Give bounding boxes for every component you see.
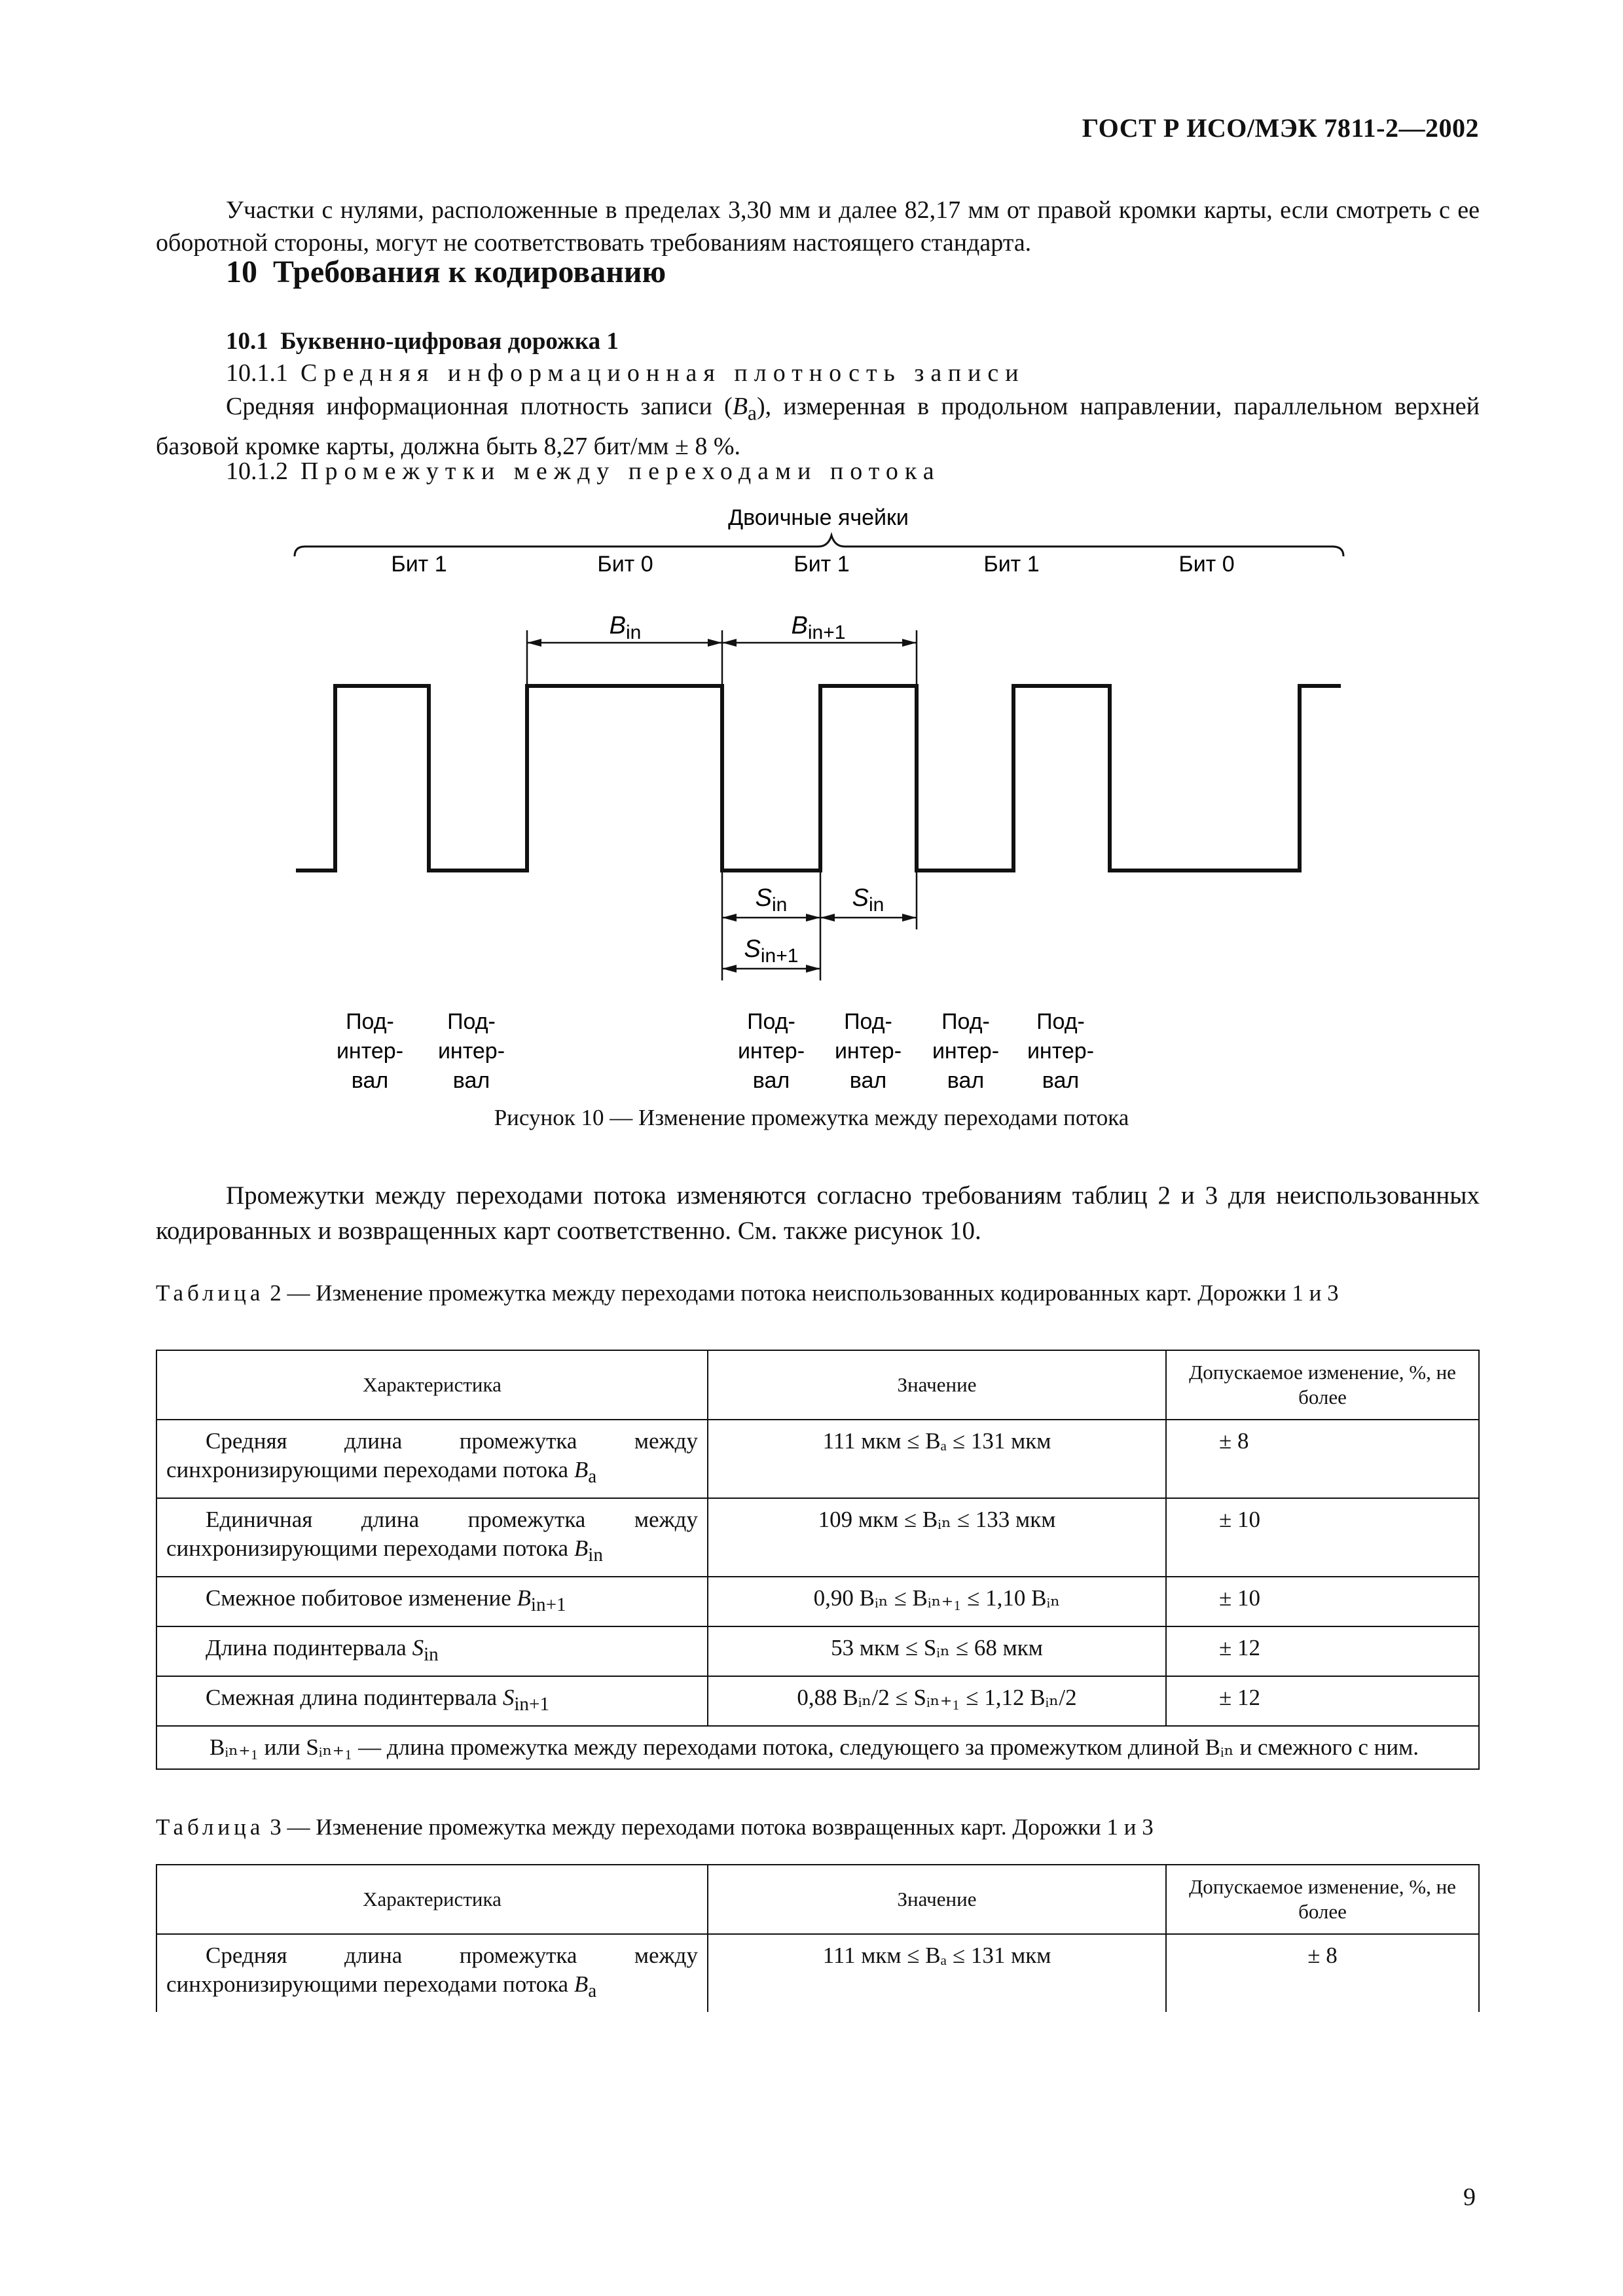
subsection-number: 10.1 xyxy=(226,328,268,355)
svg-text:Под-: Под- xyxy=(941,1009,990,1034)
symbol: B xyxy=(517,1585,531,1611)
column-header: Значение xyxy=(708,1865,1166,1934)
figure-caption: Рисунок 10 — Изменение промежутка между переходами потока xyxy=(494,1105,1129,1130)
subscript: in xyxy=(588,1545,603,1566)
symbol: S xyxy=(412,1635,424,1660)
svg-text:интер-: интер- xyxy=(932,1039,1000,1064)
value-cell: 0,88 Bᵢₙ/2 ≤ Sᵢₙ₊₁ ≤ 1,12 Bᵢₙ/2 xyxy=(708,1676,1166,1726)
clause-title: Промежутки между переходами потока xyxy=(301,457,941,485)
subinterval-label xyxy=(1027,1009,1094,1093)
b-in-label: $B_{in}$ xyxy=(609,612,642,643)
value-cell: 111 мкм ≤ Bₐ ≤ 131 мкм xyxy=(708,1934,1166,2012)
subinterval-label xyxy=(337,1009,403,1093)
subinterval-label xyxy=(835,1009,902,1093)
svg-text:вал: вал xyxy=(752,1068,790,1093)
tolerance-cell: ± 12 xyxy=(1166,1676,1479,1726)
column-header: Допускаемое изменение, %, не более xyxy=(1166,1865,1479,1934)
section-number: 10 xyxy=(226,255,257,289)
characteristic-text: Смежная длина подинтервала xyxy=(206,1685,498,1710)
svg-text:вал: вал xyxy=(849,1068,887,1093)
subscript: in+1 xyxy=(514,1694,550,1715)
table-header-row xyxy=(156,1865,1479,1934)
subinterval-label xyxy=(438,1009,505,1093)
bit-label: Бит 1 xyxy=(793,552,850,577)
table-label: Таблица xyxy=(156,1814,264,1840)
value-cell: 111 мкм ≤ Bₐ ≤ 131 мкм xyxy=(708,1420,1166,1498)
figure-10 xyxy=(0,0,1623,1113)
svg-text:интер-: интер- xyxy=(834,1039,902,1064)
table-caption-text: 3 — Изменение промежутка между переходами потока возвращенных карт. Дорожки 1 и 3 xyxy=(264,1814,1154,1840)
table-note: Bᵢₙ₊₁ или Sᵢₙ₊₁ — длина промежутка между переходами потока, следующего за промежутком длиной Bᵢₙ и смежного с ним. xyxy=(156,1726,1479,1769)
column-header: Значение xyxy=(708,1350,1166,1420)
characteristic-text: Единичная длина промежутка между синхронизирующими переходами потока xyxy=(166,1507,698,1561)
s-in-label: $S_{in}$ xyxy=(852,884,884,916)
bit-label: Бит 0 xyxy=(1178,552,1235,577)
characteristic-text: Средняя длина промежутка между синхронизирующими переходами потока xyxy=(166,1428,698,1482)
bit-label: Бит 0 xyxy=(597,552,653,577)
symbol: B xyxy=(574,1457,589,1482)
svg-text:Под-: Под- xyxy=(1036,1009,1085,1034)
svg-text:интер-: интер- xyxy=(437,1039,505,1064)
table-caption-text: 2 — Изменение промежутка между переходами потока неиспользованных кодированных карт. Дорожки 1 и 3 xyxy=(264,1280,1339,1306)
column-header: Характеристика xyxy=(156,1350,708,1420)
symbol: S xyxy=(502,1685,515,1710)
characteristic-text: Длина подинтервала xyxy=(206,1635,407,1660)
table-row xyxy=(156,1420,1479,1498)
tolerance-cell: ± 8 xyxy=(1166,1420,1479,1498)
tolerance-cell: ± 8 xyxy=(1166,1934,1479,2012)
subscript: a xyxy=(588,1981,597,2001)
svg-text:Под-: Под- xyxy=(346,1009,394,1034)
svg-text:Под-: Под- xyxy=(747,1009,795,1034)
table-row xyxy=(156,1934,1479,2012)
s-in1-label: $S_{in+1}$ xyxy=(744,935,799,967)
table-header-row xyxy=(156,1350,1479,1420)
table-2 xyxy=(156,1350,1480,1770)
table-3-caption xyxy=(156,1813,1480,1842)
text-part: Средняя информационная плотность записи ( xyxy=(226,393,733,420)
symbol: B xyxy=(574,1535,589,1561)
table-label: Таблица xyxy=(156,1280,264,1306)
subscript: a xyxy=(747,401,757,425)
subscript: in+1 xyxy=(530,1594,566,1615)
subsection-title: Буквенно-цифровая дорожка 1 xyxy=(280,328,619,355)
characteristic-cell xyxy=(156,1577,708,1626)
tolerance-cell: ± 10 xyxy=(1166,1498,1479,1577)
tolerance-cell: ± 12 xyxy=(1166,1626,1479,1676)
intro-paragraph: Участки с нулями, расположенные в пределах 3,30 мм и далее 82,17 мм от правой кромки карты, если смотреть с ее оборотной стороны, могут не соответствовать требованиям настоящего стандарта. xyxy=(156,196,1480,257)
text-part: ), измеренная в продольном направлении, параллельном верхней базовой кромке карты, должна быть 8,27 бит/мм ± 8 %. xyxy=(156,393,1480,460)
svg-text:интер-: интер- xyxy=(336,1039,404,1064)
clause-number: 10.1.1 xyxy=(226,359,288,387)
brace-label: Двоичные ячейки xyxy=(728,505,909,530)
section-title: Требования к кодированию xyxy=(273,255,666,289)
characteristic-cell xyxy=(156,1934,708,2012)
standard-header: ГОСТ Р ИСО/МЭК 7811-2—2002 xyxy=(1082,113,1479,143)
s-in-label: $S_{in}$ xyxy=(755,884,788,916)
table-row xyxy=(156,1626,1479,1676)
symbol: B xyxy=(732,393,748,420)
characteristic-text: Средняя длина промежутка между синхронизирующими переходами потока xyxy=(166,1943,698,1997)
bit-label: Бит 1 xyxy=(983,552,1040,577)
subscript: in xyxy=(424,1644,439,1665)
column-header: Характеристика xyxy=(156,1865,708,1934)
subscript: a xyxy=(588,1466,597,1487)
svg-text:интер-: интер- xyxy=(737,1039,805,1064)
svg-text:вал: вал xyxy=(947,1068,985,1093)
value-cell: 0,90 Bᵢₙ ≤ Bᵢₙ₊₁ ≤ 1,10 Bᵢₙ xyxy=(708,1577,1166,1626)
value-cell: 53 мкм ≤ Sᵢₙ ≤ 68 мкм xyxy=(708,1626,1166,1676)
symbol: B xyxy=(574,1971,589,1997)
table-3 xyxy=(156,1864,1480,2012)
characteristic-cell xyxy=(156,1498,708,1577)
paragraph-2: Промежутки между переходами потока изменяются согласно требованиям таблиц 2 и 3 для неиспользованных кодированных и возвращенных карт соответственно. См. также рисунок 10. xyxy=(156,1181,1480,1245)
table-note-row xyxy=(156,1726,1479,1769)
characteristic-text: Смежное побитовое изменение xyxy=(206,1585,511,1611)
subinterval-label xyxy=(738,1009,805,1093)
table-row xyxy=(156,1676,1479,1726)
characteristic-cell xyxy=(156,1420,708,1498)
table-2-caption xyxy=(156,1279,1480,1308)
svg-text:интер-: интер- xyxy=(1027,1039,1095,1064)
b-in1-label: $B_{in+1}$ xyxy=(791,612,846,643)
characteristic-cell xyxy=(156,1626,708,1676)
tolerance-cell: ± 10 xyxy=(1166,1577,1479,1626)
svg-text:Под-: Под- xyxy=(844,1009,892,1034)
characteristic-cell xyxy=(156,1676,708,1726)
flux-waveform xyxy=(296,686,1341,870)
table-row xyxy=(156,1577,1479,1626)
clause-title: Средняя информационная плотность записи xyxy=(301,359,1025,387)
clause-number: 10.1.2 xyxy=(226,457,288,485)
svg-text:вал: вал xyxy=(452,1068,490,1093)
svg-text:Под-: Под- xyxy=(447,1009,496,1034)
table-row xyxy=(156,1498,1479,1577)
subinterval-label xyxy=(932,1009,999,1093)
page-number: 9 xyxy=(1463,2183,1476,2211)
svg-text:вал: вал xyxy=(1042,1068,1080,1093)
svg-text:вал: вал xyxy=(351,1068,389,1093)
bit-label: Бит 1 xyxy=(391,552,447,577)
column-header: Допускаемое изменение, %, не более xyxy=(1166,1350,1479,1420)
value-cell: 109 мкм ≤ Bᵢₙ ≤ 133 мкм xyxy=(708,1498,1166,1577)
